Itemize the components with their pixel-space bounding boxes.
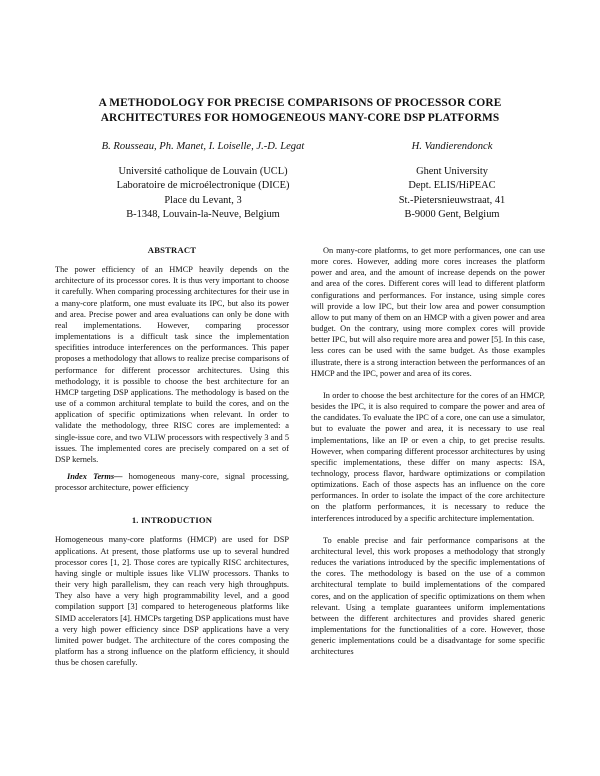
paper-title-line-1: A METHODOLOGY FOR PRECISE COMPARISONS OF PROCESSOR CORE xyxy=(98,97,502,109)
right-affiliation-line: St.-Pietersnieuwstraat, 41 xyxy=(398,194,506,206)
left-affiliation-line: Université catholique de Louvain (UCL) xyxy=(118,166,288,177)
right-column xyxy=(311,245,545,657)
body-paragraph: In order to choose the best architecture for the cores of an HMCP, besides the IPC, it is also required to compare the power and area of the candidates. To evaluate the IPC of a core, one can use a simulator, but to evaluate the power and area, it is necessary to use real implementations, like an IP or even a chip, to get precise results. However, when comparing different processor architectures by using specific implementations, these differ on many aspects: ISA, technology, process flavor, hardware optimizations or compilation optimizations. Each of those aspects has an influence on the core performances. In order to isolate the impact of the core architecture on the platform performances, it is necessary to reduce the interferences introduced by a specific architecture implementation. xyxy=(311,390,545,523)
abstract-text: The power efficiency of an HMCP heavily depends on the architecture of its processor cores. It is thus very important to choose it carefully. When comparing processing architectures for their use in a many-core platform, one must evaluate its IPC, but also its power and area. Precise power and area evaluations can only be done with real implementations. However, comparing processor implementations is a difficult task since the implementation specifities introduce interferences on the performances. This paper proposes a methodology that allows to realize precise comparisons of performance for different processor architectures. Using this methodology, it is possible to choose the best architecture for an HMCP targeting DSP applications. The methodology is based on the use of a common architural template to build the cores, and on the application of specific optimizations when relevant. In order to validate the methodology, three RISC cores are implemented: a single-issue core, and two VLIW processors with respectively 3 and 5 issues. The implemented cores are precisely compared on a set of DSP kernels. xyxy=(55,265,289,464)
right-affiliation-line: B-9000 Gent, Belgium xyxy=(404,209,500,221)
left-affiliation-line: B-1348, Louvain-la-Neuve, Belgium xyxy=(126,209,280,221)
left-affiliation-line: Place du Levant, 3 xyxy=(164,194,242,206)
introduction-paragraph: Homogeneous many-core platforms (HMCP) are used for DSP applications. At present, those platforms use up to several hundred processor cores [1, 2]. Those cores are typically RISC architectures, having single or multiple issues like VLIW processors. Thanks to their very high parallelism, they can reach very high throughputs. They also have a very high programmability level, and a good compilation support [3] compared to heterogeneous platforms like SIMD accelerators [4]. HMCPs targeting DSP applications must have a very high power efficiency since DSP applications have a very limited power budget. The architecture of the cores composing the platform has a strong influence on the platform efficiency, it should thus be chosen carefully. xyxy=(55,535,289,668)
right-affiliation-line: Ghent University xyxy=(416,166,488,177)
index-terms xyxy=(55,471,289,493)
introduction-heading: 1. INTRODUCTION xyxy=(131,515,213,526)
right-affiliation xyxy=(372,165,532,223)
paper-title xyxy=(40,96,560,125)
body-paragraph: To enable precise and fair performance comparisons at the architectural level, this work proposes a methodology that strongly reduces the variations introduced by the specific implementations of the cores. The methodology is based on the use of a common architectural template to build implementations of the compared cores, and on the application of specific optimizations on them when relevant. Using a template guarantees uniform implementations between the different architectures and provides shared generic implementations for the functionalities of a core. However, those generic implementations could be a disadvantage for some specific architectures xyxy=(311,535,545,657)
body-paragraph: On many-core platforms, to get more performances, one can use more cores. However, adding more cores increases the platform power and area, and the amount of increase depends on the power and area of the cores. Different cores will lead to different platform configurations and performances. For instance, using simple cores will provide a low IPC, but their low area and power consumption allow to put many of them on an HMCP with a given power and area budget. On the contrary, using more complex cores will provide better IPC, but will also require more area and power [5]. In this case, less cores can be used with the same budget. As those examples illustrate, there is a strong interaction between the performances of an HMCP and the IPC, power and area of its cores. xyxy=(311,246,545,378)
paper-title-line-2: ARCHITECTURES FOR HOMOGENEOUS MANY-CORE DSP PLATFORMS xyxy=(100,111,500,124)
left-affiliation-line: Laboratoire de microélectronique (DICE) xyxy=(116,180,290,192)
left-author-names: B. Rousseau, Ph. Manet, I. Loiselle, J.-D. Legat xyxy=(101,141,305,152)
left-affiliation xyxy=(72,165,334,223)
left-column xyxy=(55,245,289,668)
index-terms-text: homogeneous many-core, signal processing, processor architecture, power efficiency xyxy=(55,471,289,493)
index-terms-label: Index Terms— xyxy=(67,471,123,481)
right-affiliation-line: Dept. ELIS/HiPEAC xyxy=(408,180,496,192)
right-author-names: H. Vandierendonck xyxy=(411,141,493,152)
abstract-heading: ABSTRACT xyxy=(147,245,197,255)
